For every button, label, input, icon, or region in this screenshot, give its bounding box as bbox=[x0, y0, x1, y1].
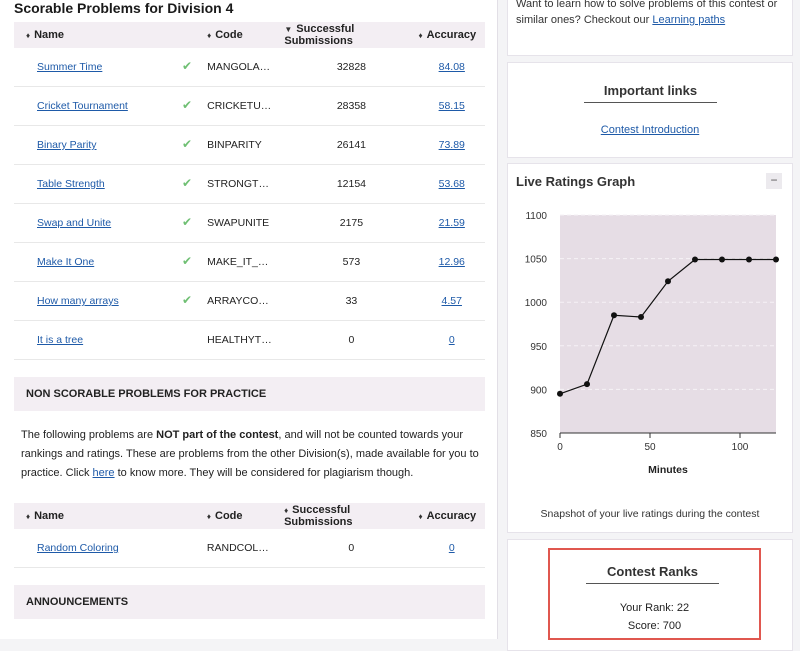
header-code[interactable]: ♦ Code bbox=[207, 29, 243, 41]
contest-introduction-link[interactable]: Contest Introduction bbox=[600, 124, 700, 136]
sort-icon: ♦ bbox=[26, 31, 31, 40]
plot-area bbox=[560, 215, 776, 433]
x-tick-label: 100 bbox=[731, 442, 749, 453]
sort-icon: ♦ bbox=[418, 31, 423, 40]
table-row[interactable] bbox=[14, 243, 485, 282]
sort-icon: ♦ bbox=[284, 506, 289, 515]
scorable-header-row bbox=[14, 22, 485, 48]
y-tick-label: 950 bbox=[530, 341, 547, 353]
y-tick-label: 900 bbox=[530, 385, 547, 397]
accuracy-link[interactable]: 0 bbox=[448, 334, 455, 346]
x-axis-label: Minutes bbox=[648, 464, 688, 476]
x-tick-label: 0 bbox=[557, 442, 563, 453]
nonscorable-banner: NON SCORABLE PROBLEMS FOR PRACTICE bbox=[14, 377, 485, 411]
table-row[interactable] bbox=[14, 126, 485, 165]
table-row[interactable] bbox=[14, 48, 485, 87]
collapse-button[interactable]: − bbox=[766, 173, 782, 189]
nonscorable-description: The following problems are NOT part of the contest, and will not be counted towards your rankings and ratings. These are problems from the other Division(s), made available for you to practice. Click here to know more. They will be considered for plagiarism though. bbox=[21, 429, 479, 479]
successful-submissions: 12154 bbox=[284, 165, 418, 204]
table-row[interactable] bbox=[14, 529, 485, 568]
contest-ranks-card bbox=[507, 539, 793, 651]
data-point bbox=[557, 391, 563, 397]
here-link[interactable]: here bbox=[92, 467, 115, 479]
nonscorable-header-row bbox=[14, 503, 485, 529]
problem-code: MAKE_IT_… bbox=[207, 243, 284, 282]
problem-code: MANGOLA… bbox=[207, 48, 284, 87]
scorable-title: Scorable Problems for Division 4 bbox=[14, 0, 234, 16]
problem-code: CRICKETU… bbox=[207, 87, 284, 126]
live-ratings-title: Live Ratings Graph bbox=[516, 174, 636, 189]
solved-check-icon: ✔ bbox=[182, 98, 193, 112]
problem-name-link[interactable]: Random Coloring bbox=[37, 542, 119, 554]
accuracy-link[interactable]: 4.57 bbox=[441, 295, 462, 307]
accuracy-link[interactable]: 58.15 bbox=[438, 100, 465, 112]
rating-chart bbox=[508, 200, 792, 500]
successful-submissions: 573 bbox=[284, 243, 418, 282]
learning-paths-link[interactable]: Learning paths bbox=[652, 14, 726, 26]
data-point bbox=[665, 278, 671, 284]
contest-ranks-title: Contest Ranks bbox=[586, 564, 719, 584]
table-row[interactable] bbox=[14, 204, 485, 243]
important-links-card bbox=[507, 62, 793, 158]
successful-submissions: 33 bbox=[284, 282, 418, 321]
successful-submissions: 28358 bbox=[284, 87, 418, 126]
solved-check-icon: ✔ bbox=[182, 137, 193, 151]
solved-check-icon: ✔ bbox=[182, 254, 193, 268]
y-tick-label: 1100 bbox=[525, 211, 547, 222]
header-code[interactable]: ♦ Code bbox=[206, 510, 243, 522]
problem-name-link[interactable]: It is a tree bbox=[37, 334, 84, 346]
problem-name-link[interactable]: How many arrays bbox=[37, 295, 119, 307]
problem-name-link[interactable]: Cricket Tournament bbox=[37, 100, 128, 112]
table-row[interactable] bbox=[14, 321, 485, 360]
successful-submissions: 2175 bbox=[284, 204, 418, 243]
solved-check-icon: ✔ bbox=[182, 293, 193, 307]
x-tick-label: 50 bbox=[644, 442, 656, 453]
header-name[interactable]: ♦ Name bbox=[26, 510, 65, 522]
y-tick-label: 850 bbox=[530, 429, 547, 440]
accuracy-link[interactable]: 0 bbox=[448, 542, 455, 554]
sort-down-icon: ▼ bbox=[284, 25, 293, 34]
header-name[interactable]: ♦ Name bbox=[26, 29, 65, 41]
problem-name-link[interactable]: Table Strength bbox=[37, 178, 105, 190]
problem-code: ARRAYCO… bbox=[207, 282, 284, 321]
important-links-list bbox=[508, 124, 792, 136]
accuracy-link[interactable]: 12.96 bbox=[438, 256, 465, 268]
problem-name-link[interactable]: Summer Time bbox=[37, 61, 103, 73]
problem-code: BINPARITY bbox=[207, 126, 284, 165]
header-accuracy[interactable]: ♦ Accuracy bbox=[418, 29, 477, 41]
header-accuracy[interactable]: ♦ Accuracy bbox=[418, 510, 477, 522]
sort-icon: ♦ bbox=[207, 31, 212, 40]
learn-card bbox=[507, 0, 793, 56]
live-ratings-card bbox=[507, 163, 793, 533]
problem-name-link[interactable]: Binary Parity bbox=[37, 139, 97, 151]
score: Score: 700 bbox=[627, 620, 682, 632]
header-submissions[interactable]: ▼ Successful Submissions bbox=[284, 23, 355, 47]
table-row[interactable] bbox=[14, 87, 485, 126]
announcements-banner: ANNOUNCEMENTS bbox=[14, 585, 485, 619]
solved-check-icon: ✔ bbox=[182, 59, 193, 73]
sort-icon: ♦ bbox=[206, 512, 211, 521]
accuracy-link[interactable]: 21.59 bbox=[438, 217, 465, 229]
y-tick-label: 1050 bbox=[524, 254, 547, 266]
problem-code: HEALTHYT… bbox=[207, 321, 284, 360]
rank-highlight bbox=[548, 548, 761, 640]
accuracy-link[interactable]: 53.68 bbox=[438, 178, 465, 190]
sort-icon: ♦ bbox=[26, 512, 31, 521]
important-links-title: Important links bbox=[584, 83, 717, 103]
header-submissions[interactable]: ♦ Successful Submissions bbox=[284, 504, 353, 528]
table-row[interactable] bbox=[14, 282, 485, 321]
solved-check-icon: ✔ bbox=[182, 176, 193, 190]
table-row[interactable] bbox=[14, 165, 485, 204]
data-point bbox=[692, 256, 698, 262]
data-point bbox=[584, 381, 590, 387]
accuracy-link[interactable]: 73.89 bbox=[438, 139, 465, 151]
problem-code: STRONGT… bbox=[207, 165, 284, 204]
learn-text: Want to learn how to solve problems of this contest or similar ones? Checkout our Learning paths bbox=[516, 0, 778, 26]
nonscorable-table bbox=[14, 503, 485, 568]
y-tick-label: 1000 bbox=[524, 298, 547, 310]
your-rank: Your Rank: 22 bbox=[619, 602, 690, 614]
sort-icon: ♦ bbox=[418, 512, 423, 521]
data-point bbox=[746, 256, 752, 262]
problem-code: SWAPUNITE bbox=[207, 204, 284, 243]
successful-submissions: 26141 bbox=[284, 126, 418, 165]
solved-check-icon: ✔ bbox=[182, 215, 193, 229]
chart-caption: Snapshot of your live ratings during the contest bbox=[540, 508, 760, 520]
data-point bbox=[773, 256, 779, 262]
scorable-table bbox=[14, 22, 485, 360]
accuracy-link[interactable]: 84.08 bbox=[438, 61, 465, 73]
successful-submissions: 0 bbox=[284, 529, 418, 568]
data-point bbox=[719, 256, 725, 262]
successful-submissions: 32828 bbox=[284, 48, 418, 87]
data-point bbox=[638, 314, 644, 320]
problem-code: RANDCOL… bbox=[207, 529, 284, 568]
problem-name-link[interactable]: Swap and Unite bbox=[37, 217, 112, 229]
problem-name-link[interactable]: Make It One bbox=[37, 256, 95, 268]
data-point bbox=[611, 312, 617, 318]
successful-submissions: 0 bbox=[284, 321, 418, 360]
